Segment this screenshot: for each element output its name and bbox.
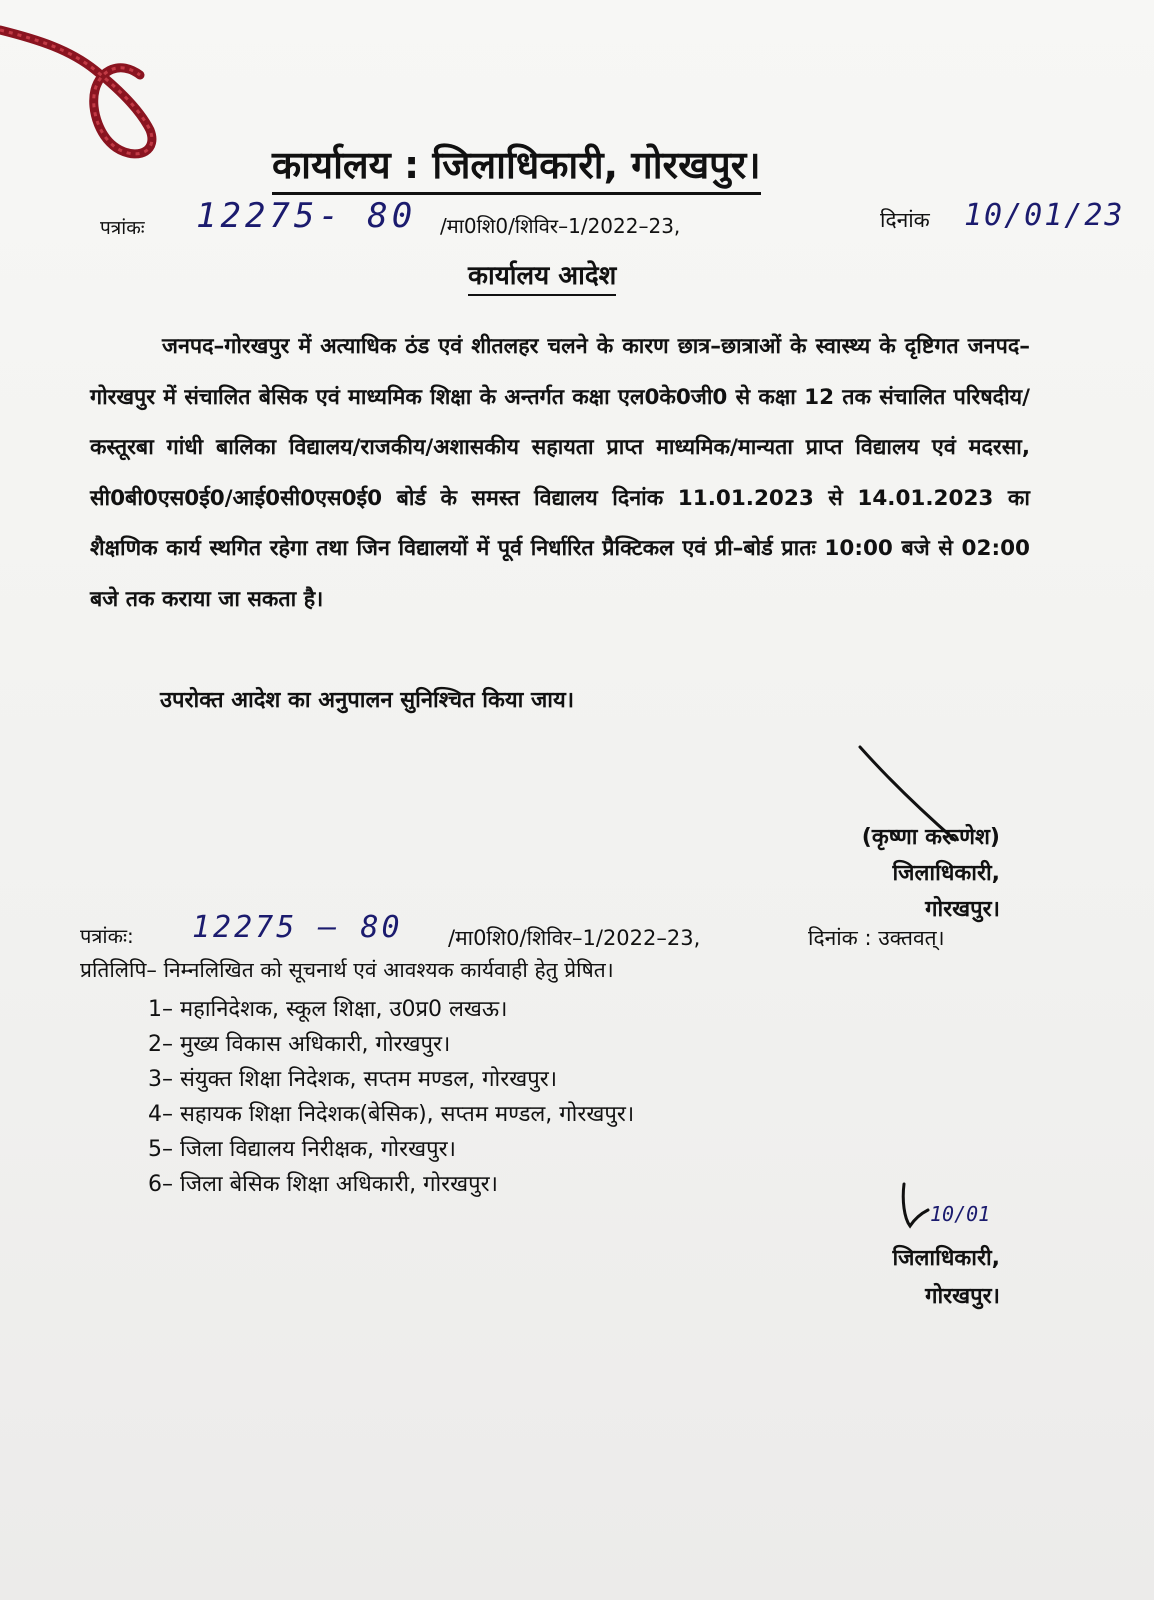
order-body: जनपद–गोरखपुर में अत्याधिक ठंड एवं शीतलहर चलने के कारण छात्र–छात्राओं के स्वास्थ्य के दृष्टिगत जनपद–गोरखपुर में संचालित बेसिक एवं माध्यमिक शिक्षा के अन्तर्गत कक्षा एल0के0जी0 से कक्षा 12 तक संचालित परिषदीय/कस्तूरबा गांधी बालिका विद्यालय/राजकीय/अशासकीय सहायता प्राप्त माध्यमिक/मान्यता प्राप्त विद्यालय एवं मदरसा, सी0बी0एस0ई0/आई0सी0एस0ई0 बोर्ड के समस्त विद्यालय दिनांक 11.01.2023 से 14.01.2023 का शैक्षणिक कार्य स्थगित रहेगा तथा जिन विद्यालयों में पूर्व निर्धारित प्रैक्टिकल एवं प्री–बोर्ड प्रातः 10:00 बजे से 02:00 बजे तक कराया जा सकता है। — [90, 334, 1030, 612]
signatory2-designation: जिलाधिकारी, — [892, 1246, 1000, 1271]
date-handwritten: 10/01/23 — [964, 198, 1125, 233]
signatory-place: गोरखपुर। — [925, 897, 1000, 922]
signatory2-place: गोरखपुर। — [925, 1284, 1000, 1309]
copy-date: दिनांक : उक्तवत्। — [808, 926, 945, 950]
recipient-list — [148, 992, 634, 1202]
copy-reference-suffix: /मा0शि0/शिविर–1/2022–23, — [448, 926, 701, 950]
office-title: कार्यालय : जिलाधिकारी, गोरखपुर। — [272, 138, 761, 195]
date-label: दिनांक — [880, 208, 930, 232]
compliance-line: उपरोक्त आदेश का अनुपालन सुनिश्चित किया जाय। — [160, 688, 575, 713]
list-item: 1– महानिदेशक, स्कूल शिक्षा, उ0प्र0 लखऊ। — [148, 997, 508, 1022]
signatory2-block — [840, 1240, 1000, 1316]
copy-reference-number-handwritten: 12275 – 80 — [192, 910, 403, 945]
signatory-designation: जिलाधिकारी, — [892, 861, 1000, 886]
reference-label: पत्रांकः — [100, 217, 145, 239]
signatory-name: (कृष्णा करूणेश) — [861, 825, 1000, 850]
initial-date-handwritten: 10/01 — [930, 1202, 991, 1226]
red-thread-decoration — [0, 0, 190, 170]
list-item: 4– सहायक शिक्षा निदेशक(बेसिक), सप्तम मण्डल, गोरखपुर। — [148, 1102, 635, 1127]
list-item: 6– जिला बेसिक शिक्षा अधिकारी, गोरखपुर। — [148, 1172, 498, 1197]
copy-reference-label: पत्रांकः: — [80, 924, 134, 948]
reference-suffix: /मा0शि0/शिविर–1/2022–23, — [440, 214, 681, 238]
list-item: 2– मुख्य विकास अधिकारी, गोरखपुर। — [148, 1032, 451, 1057]
list-item: 3– संयुक्त शिक्षा निदेशक, सप्तम मण्डल, गोरखपुर। — [148, 1067, 558, 1092]
reference-number-handwritten: 12275- 80 — [196, 196, 417, 236]
copy-intro: प्रतिलिपि– निम्नलिखित को सूचनार्थ एवं आवश्यक कार्यवाही हेतु प्रेषित। — [80, 958, 614, 982]
list-item: 5– जिला विद्यालय निरीक्षक, गोरखपुर। — [148, 1137, 456, 1162]
order-title: कार्यालय आदेश — [468, 256, 616, 296]
signatory-block — [820, 820, 1000, 928]
